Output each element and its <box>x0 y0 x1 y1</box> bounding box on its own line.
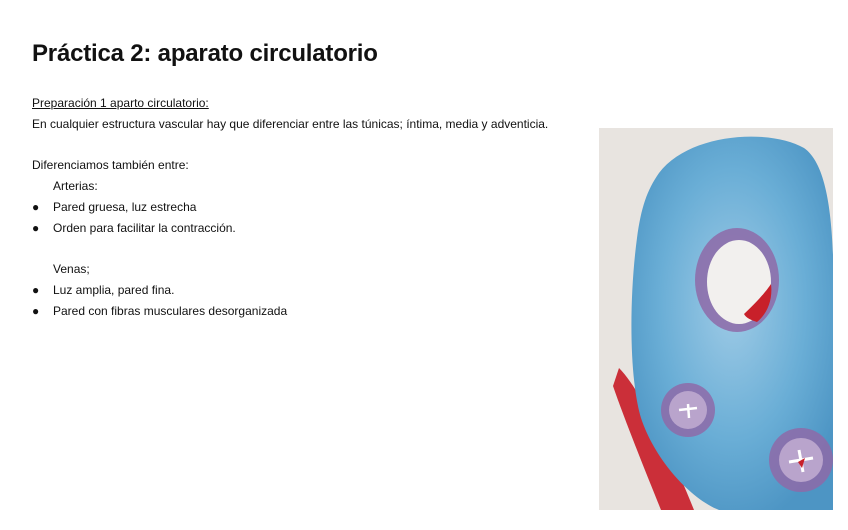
section-heading: Preparación 1 aparto circulatorio: <box>32 96 209 110</box>
bullet-marker: ● <box>32 221 40 235</box>
list-item-arterias-1: Pared gruesa, luz estrecha <box>53 200 197 214</box>
venas-label: Venas; <box>53 262 90 276</box>
differences-intro: Diferenciamos también entre: <box>32 158 189 172</box>
micrograph-illustration <box>599 128 833 510</box>
bullet-marker: ● <box>32 304 40 318</box>
list-item-arterias-2: Orden para facilitar la contracción. <box>53 221 236 235</box>
list-item-venas-1: Luz amplia, pared fina. <box>53 283 175 297</box>
arterias-label: Arterias: <box>53 179 98 193</box>
bullet-marker: ● <box>32 283 40 297</box>
bullet-marker: ● <box>32 200 40 214</box>
list-item-venas-2: Pared con fibras musculares desorganizada <box>53 304 288 318</box>
histology-micrograph <box>599 128 833 510</box>
intro-paragraph: En cualquier estructura vascular hay que diferenciar entre las túnicas; íntima, media y adventicia. <box>32 117 549 131</box>
page-title: Práctica 2: aparato circulatorio <box>32 40 378 67</box>
